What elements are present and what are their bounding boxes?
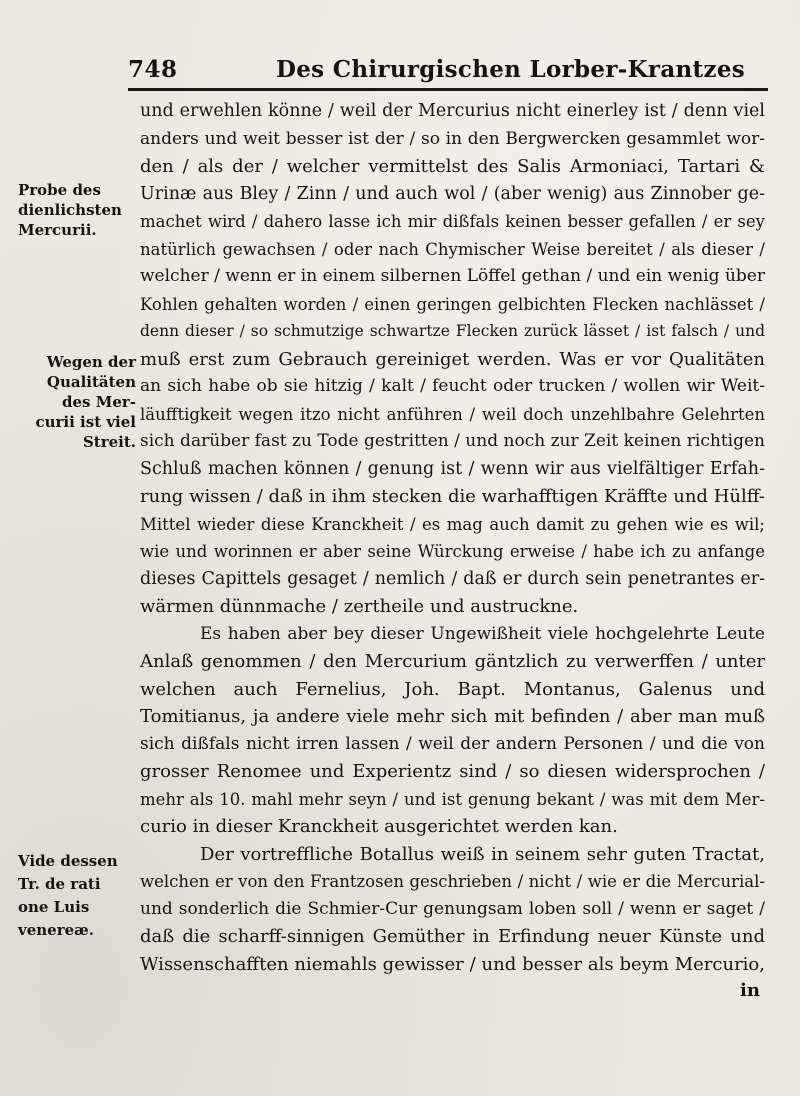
text-line: Es haben aber bey dieser Ungewißheit viele hochgelehrte Leute: [200, 623, 765, 644]
text-line: an sich habe ob sie hitzig / kalt / feucht oder trucken / wollen wir Weit-: [140, 376, 765, 396]
margin-note-qualitaeten: [18, 352, 136, 452]
text-line: Mittel wieder diese Kranckheit / es mag auch damit zu gehen wie es wil;: [140, 514, 765, 534]
text-line: Kohlen gehalten worden / einen geringen gelbichten Flecken nachlässet /: [140, 294, 765, 314]
margin-note-line: dienlichsten: [18, 201, 122, 219]
margin-note-line: Wegen der: [46, 353, 136, 371]
margin-note-line: one Luis: [18, 898, 90, 916]
text-line: natürlich gewachsen / oder nach Chymischer Weise bereitet / als dieser /: [140, 239, 765, 259]
text-line: machet wird / dahero lasse ich mir dißfals keinen besser gefallen / er sey: [140, 212, 765, 231]
running-title: Des Chirurgischen Lorber-Krantzes: [276, 56, 746, 83]
margin-note-line: des Mer-: [62, 393, 136, 411]
margin-note-line: Tr. de rati: [18, 875, 101, 893]
margin-note-line: Qualitäten: [46, 373, 136, 391]
text-line: welcher / wenn er in einem silbernen Löffel gethan / und ein wenig über: [140, 266, 765, 286]
header-rule: [128, 88, 768, 91]
text-line: und erwehlen könne / weil der Mercurius nicht einerley ist / denn viel: [140, 101, 765, 121]
text-line: sich darüber fast zu Tode gestritten / und noch zur Zeit keinen richtigen: [140, 431, 765, 451]
margin-note-line: Mercurii.: [18, 221, 97, 239]
text-line: daß die scharff-sinnigen Gemüther in Erfindung neuer Künste und: [140, 926, 765, 947]
text-line: anders und weit besser ist der / so in den Bergwercken gesammlet wor-: [140, 128, 765, 149]
text-line: dieses Capittels gesaget / nemlich / daß er durch sein penetrantes er-: [140, 568, 765, 589]
text-line: Wissenschafften niemahls gewisser / und besser als beym Mercurio,: [140, 953, 765, 975]
text-line: läufftigkeit wegen itzo nicht anführen / weil doch unzehlbahre Gelehrten: [140, 404, 765, 424]
text-line: rung wissen / daß in ihm stecken die warhafftigen Kräffte und Hülff-: [140, 486, 765, 507]
text-line: Anlaß genommen / den Mercurium gäntzlich zu verwerffen / unter: [140, 651, 765, 672]
page-number: 748: [128, 56, 178, 83]
margin-note-probe: [18, 180, 136, 240]
text-line: welchen er von den Frantzosen geschrieben / nicht / wie er die Mercurial-: [140, 872, 765, 891]
margin-note-line: Streit.: [82, 433, 136, 451]
text-line: curio in dieser Kranckheit ausgerichtet werden kan.: [140, 816, 618, 837]
text-line: muß erst zum Gebrauch gereiniget werden. Was er vor Qualitäten: [140, 348, 765, 370]
text-line: Der vortreffliche Botallus weiß in seinem sehr guten Tractat,: [200, 843, 765, 865]
text-line: mehr als 10. mahl mehr seyn / und ist genung bekant / was mit dem Mer-: [140, 789, 765, 809]
margin-note-line: Probe des: [18, 181, 101, 199]
catchword: in: [740, 980, 760, 1001]
margin-note-line: curii ist viel: [35, 413, 136, 431]
margin-note-vide: [18, 850, 136, 942]
margin-note-line: Vide dessen: [18, 852, 118, 870]
text-line: welchen auch Fernelius, Joh. Bapt. Montanus, Galenus und: [140, 678, 765, 700]
text-line: Urinæ aus Bley / Zinn / und auch wol / (aber wenig) aus Zinnober ge-: [140, 183, 765, 204]
text-line: Schluß machen können / genung ist / wenn wir aus vielfältiger Erfah-: [140, 458, 765, 479]
text-line: wie und worinnen er aber seine Würckung erweise / habe ich zu anfange: [140, 542, 765, 561]
text-line: und sonderlich die Schmier-Cur genungsam loben soll / wenn er saget /: [140, 898, 765, 919]
margin-note-line: venereæ.: [18, 921, 95, 939]
text-line: den / als der / welcher vermittelst des Salis Armoniaci, Tartari &: [140, 156, 765, 177]
text-line: wärmen dünnmache / zertheile und austruckne.: [140, 596, 579, 617]
text-line: sich dißfals nicht irren lassen / weil der andern Personen / und die von: [140, 733, 765, 754]
text-line: grosser Renomee und Experientz sind / so diesen widersprochen /: [140, 761, 765, 782]
body-text: [140, 98, 765, 978]
text-line: Tomitianus, ja andere viele mehr sich mit befinden / aber man muß: [140, 706, 765, 727]
text-line: denn dieser / so schmutzige schwartze Flecken zurück lässet / ist falsch / und: [140, 322, 765, 340]
page-header: [128, 56, 768, 92]
